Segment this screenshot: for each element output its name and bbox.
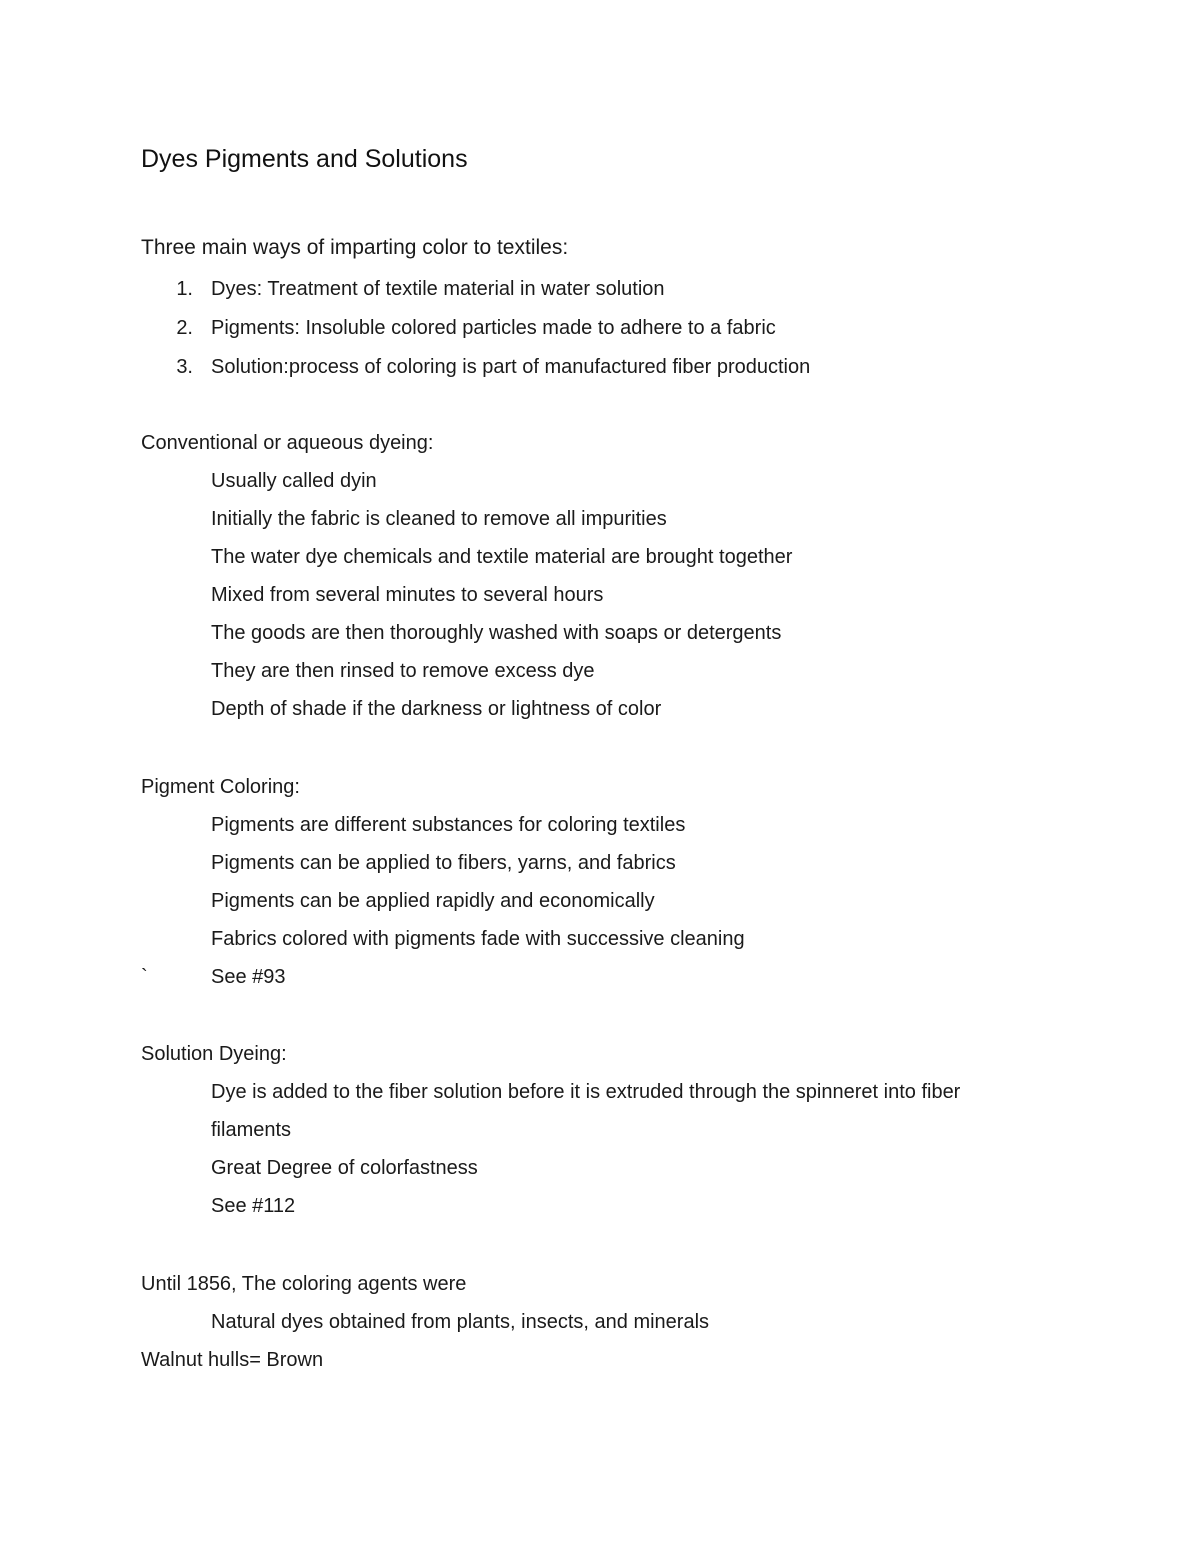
stray-backtick: ` <box>141 966 148 988</box>
list-item: See #112 <box>211 1195 296 1217</box>
list-item: Pigments: Insoluble colored particles made to adhere to a fabric <box>211 317 776 339</box>
list-item: filaments <box>211 1119 292 1141</box>
list-item: Dye is added to the fiber solution before it is extruded through the spinneret into fiber <box>211 1081 961 1103</box>
section-heading-solution: Solution Dyeing: <box>141 1043 287 1065</box>
list-item: Dyes: Treatment of textile material in water solution <box>211 278 665 300</box>
list-item: Pigments are different substances for coloring textiles <box>211 814 686 836</box>
list-item: Mixed from several minutes to several hours <box>211 584 604 606</box>
list-item: The goods are then thoroughly washed with soaps or detergents <box>211 622 782 644</box>
section-heading-history: Until 1856, The coloring agents were <box>141 1273 467 1295</box>
list-number: 1. <box>176 278 193 300</box>
list-item: Natural dyes obtained from plants, insects, and minerals <box>211 1311 710 1333</box>
list-item: Pigments can be applied rapidly and economically <box>211 890 655 912</box>
list-item: Initially the fabric is cleaned to remove all impurities <box>211 508 667 530</box>
intro-text: Three main ways of imparting color to textiles: <box>141 236 569 259</box>
list-item: Pigments can be applied to fibers, yarns, and fabrics <box>211 852 676 874</box>
footer-line: Walnut hulls= Brown <box>141 1349 324 1371</box>
list-item: See #93 <box>211 966 286 988</box>
list-item: They are then rinsed to remove excess dye <box>211 660 595 682</box>
section-heading-pigment: Pigment Coloring: <box>141 776 300 798</box>
list-item: Fabrics colored with pigments fade with successive cleaning <box>211 928 745 950</box>
list-item: Solution:process of coloring is part of manufactured fiber production <box>211 356 811 378</box>
page-title: Dyes Pigments and Solutions <box>141 145 468 173</box>
list-item: The water dye chemicals and textile material are brought together <box>211 546 793 568</box>
list-item: Great Degree of colorfastness <box>211 1157 478 1179</box>
section-heading-conventional: Conventional or aqueous dyeing: <box>141 432 434 454</box>
list-item: Depth of shade if the darkness or lightness of color <box>211 698 662 720</box>
list-number: 2. <box>176 317 193 339</box>
list-number: 3. <box>176 356 193 378</box>
list-item: Usually called dyin <box>211 470 377 492</box>
